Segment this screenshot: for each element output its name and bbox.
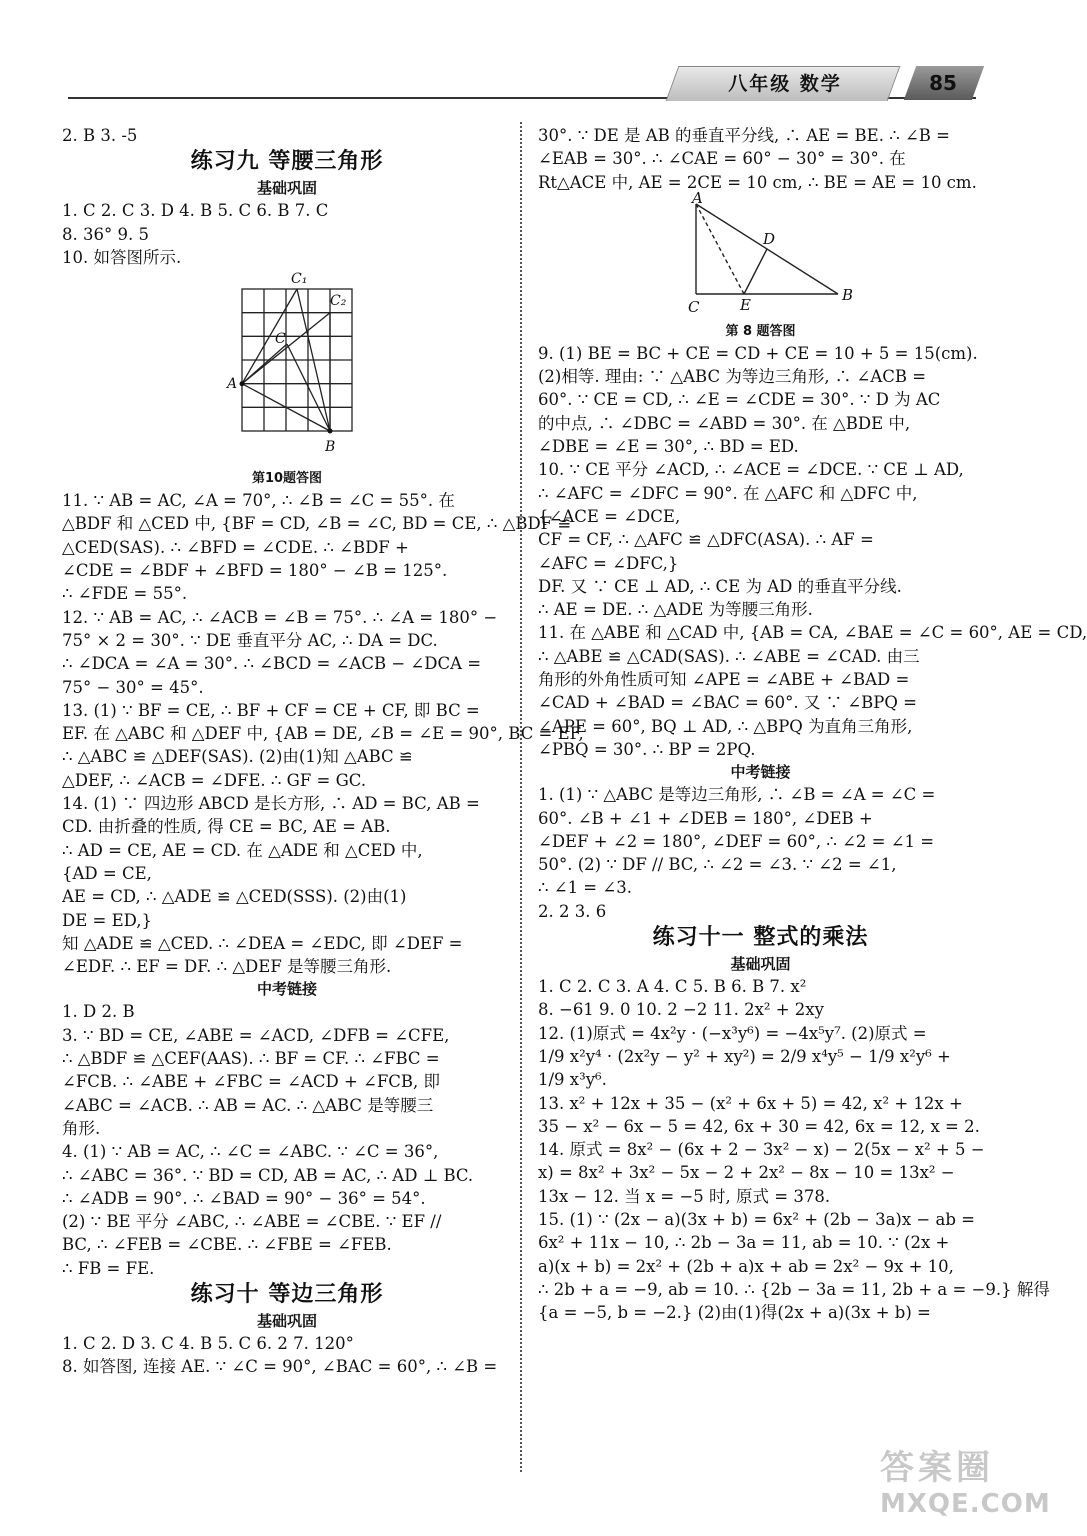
text-line: 11. 在 △ABE 和 △CAD 中, {AB = CA, ∠BAE = ∠C = 60°, AE = CD, [538,623,1087,643]
watermark-line1: 答案圈 [880,1448,994,1488]
text-line: 15. (1) ∵ (2x − a)(3x + b) = 6x² + (2b − 3a)x − ab = [538,1209,975,1229]
text-line: 60°. ∠B + ∠1 + ∠DEB = 180°, ∠DEB + [538,808,873,828]
text-line: Rt△ACE 中, AE = 2CE = 10 cm, ∴ BE = AE = 10 cm. [538,172,977,192]
label-b8: B [841,285,853,304]
text-line: 1. C 2. D 3. C 4. B 5. C 6. 2 7. 120° [62,1333,354,1353]
section-sub-zk: 中考链接 [730,763,791,782]
text-line: 13. (1) ∵ BF = CE, ∴ BF + CF = CE + CF, 即 BC = [62,700,480,720]
text-line: 14. (1) ∵ 四边形 ABCD 是长方形, ∴ AD = BC, AB = [62,794,480,814]
label-a: A [227,376,238,393]
text-line: AE = CD, ∴ △ADE ≌ △CED(SSS). (2)由(1) [62,887,407,907]
right-lines-b [538,342,1087,761]
text-line: ∠EDF. ∴ EF = DF. ∴ △DEF 是等腰三角形. [62,957,392,977]
section-sub-9: 基础巩固 [256,179,317,198]
section-sub-10: 基础巩固 [256,1311,317,1330]
text-line: 75° − 30° = 45°. [62,677,204,697]
section-sub-11: 基础巩固 [730,955,791,974]
watermark-line2: MXQE.COM [880,1489,1051,1519]
right-lines-c [538,783,983,923]
label-e8: E [739,295,751,314]
left-lines-a [62,124,512,147]
text-line: (2)相等. 理由: ∵ △ABC 为等边三角形, ∴ ∠ACB = [538,367,927,387]
left-lines-e [62,1332,512,1379]
header-grade-subject: 八年级 数学 [728,73,842,95]
text-line: ∠DEF + ∠2 = 180°, ∠DEF = 60°, ∴ ∠2 = ∠1 = [538,831,935,851]
label-c: C [275,331,286,348]
text-line: ∴ ∠AFC = ∠DFC = 90°. 在 △AFC 和 △DFC 中, [538,483,918,503]
text-line: 2. B 3. -5 [62,126,138,145]
label-a8: A [691,188,703,207]
text-line: 10. 如答图所示. [62,247,182,267]
section-title-11: 练习十一 整式的乘法 [652,925,869,951]
label-c8: C [687,297,699,316]
label-b: B [325,439,336,456]
text-line: ∴ △ABC ≌ △DEF(SAS). (2)由(1)知 △ABC ≌ [62,747,413,767]
text-line: 3. ∵ BD = CE, ∠ABE = ∠ACD, ∠DFB = ∠CFE, [62,1025,450,1045]
text-line: CF = CF, ∴ △AFC ≌ △DFC(ASA). ∴ AF = [538,530,874,550]
label-c2: C₂ [330,293,347,310]
text-line: 35 − x² − 6x − 5 = 42, 6x + 30 = 42, 6x = 12, x = 2. [538,1116,980,1136]
text-line: ∠ABC = ∠ACB. ∴ AB = AC. ∴ △ABC 是等腰三 [62,1095,434,1115]
text-line: 75° × 2 = 30°. ∵ DE 垂直平分 AC, ∴ DA = DC. [62,630,438,650]
text-line: ∴ ∠ABC = 36°. ∵ BD = CD, AB = AC, ∴ AD ⊥ BC. [62,1165,474,1185]
text-line: △BDF 和 △CED 中, {BF = CD, ∠B = ∠C, BD = CE, ∴ △BDF ≌ [62,514,572,534]
text-line: DF. 又 ∵ CE ⊥ AD, ∴ CE 为 AD 的垂直平分线. [538,576,902,596]
text-line: 13. x² + 12x + 35 − (x² + 6x + 5) = 42, x² + 12x + [538,1093,963,1113]
text-line: ∠APE = 60°, BQ ⊥ AD, ∴ △BPQ 为直角三角形, [538,716,913,736]
text-line: 10. ∵ CE 平分 ∠ACD, ∴ ∠ACE = ∠DCE. ∵ CE ⊥ AD, [538,460,964,480]
page-number: 85 [929,71,957,95]
text-line: 6x² + 11x − 10, ∴ 2b − 3a = 11, ab = 10. ∵ (2x + [538,1233,950,1253]
text-line: ∴ △BDF ≌ △CEF(AAS). ∴ BF = CF. ∴ ∠FBC = [62,1049,440,1069]
text-line: ∴ AD = CE, AE = CD. 在 △ADE 和 △CED 中, [62,840,423,860]
text-line: 60°. ∵ CE = CD, ∴ ∠E = ∠CDE = 30°. ∵ D 为 AC [538,390,941,410]
text-line: △CED(SAS). ∴ ∠BFD = ∠CDE. ∴ ∠BDF + [62,537,409,557]
text-line: ∠EAB = 30°. ∴ ∠CAE = 60° − 30° = 30°. 在 [538,149,906,169]
text-line: 8. −61 9. 0 10. 2 −2 11. 2x² + 2xy [538,1000,824,1020]
watermark [880,1440,1051,1519]
text-line: ∠DBE = ∠E = 30°, ∴ BD = ED. [538,437,799,457]
text-line: ∴ ∠1 = ∠3. [538,878,632,898]
text-line: 13x − 12. 当 x = −5 时, 原式 = 378. [538,1186,831,1206]
section-title-10: 练习十 等边三角形 [190,1281,384,1307]
text-line: △DEF, ∴ ∠ACB = ∠DFE. ∴ GF = GC. [62,770,367,790]
text-line: 11. ∵ AB = AC, ∠A = 70°, ∴ ∠B = ∠C = 55°. 在 [62,491,455,511]
text-line: 1. D 2. B [62,1002,135,1022]
text-line: 角形的外角性质可知 ∠APE = ∠ABE + ∠BAD = [538,670,910,690]
text-line: 30°. ∵ DE 是 AB 的垂直平分线, ∴ AE = BE. ∴ ∠B = [538,126,950,145]
text-line: ∠PBQ = 30°. ∴ BP = 2PQ. [538,739,756,759]
text-line: ∴ AE = DE. ∴ △ADE 为等腰三角形. [538,600,813,620]
text-line: 1. (1) ∵ △ABC 是等边三角形, ∴ ∠B = ∠A = ∠C = [538,785,936,805]
text-line: DE = ED,} [62,910,153,930]
text-line: ∴ △ABE ≌ △CAD(SAS). ∴ ∠ABE = ∠CAD. 由三 [538,646,920,666]
figure-10-caption: 第10题答图 [251,471,323,487]
text-line: 14. 原式 = 8x² − (6x + 2 − 3x² − x) − 2(5x − x² + 5 − [538,1140,985,1160]
label-c1: C₁ [291,271,308,288]
text-line: 1. C 2. C 3. A 4. C 5. B 6. B 7. x² [538,977,807,997]
text-line: BC, ∴ ∠FEB = ∠CBE. ∴ ∠FBE = ∠FEB. [62,1235,392,1255]
text-line: 9. (1) BE = BC + CE = CD + CE = 10 + 5 = 15(cm). [538,343,978,363]
text-line: a)(x + b) = 2x² + (2b + a)x + ab = 2x² − 9x + 10, [538,1256,954,1276]
text-line: ∠FCB. ∴ ∠ABE + ∠FBC = ∠ACD + ∠FCB, 即 [62,1072,441,1092]
label-d8: D [762,229,775,248]
figure-8-caption: 第 8 题答图 [725,323,796,339]
text-line: 50°. (2) ∵ DF // BC, ∴ ∠2 = ∠3. ∵ ∠2 = ∠1, [538,855,897,875]
text-line: {∠ACE = ∠DCE, [538,506,681,526]
text-line: (2) ∵ BE 平分 ∠ABC, ∴ ∠ABE = ∠CBE. ∵ EF // [62,1212,442,1232]
right-lines-a [538,124,983,194]
text-line: ∴ ∠ADB = 90°. ∴ ∠BAD = 90° − 36° = 54°. [62,1188,426,1208]
text-line: 12. ∵ AB = AC, ∴ ∠ACB = ∠B = 75°. ∴ ∠A = 180° − [62,607,498,627]
text-line: 1/9 x³y⁶. [538,1070,607,1090]
figure-10-grid [197,269,377,469]
section-title-9: 练习九 等腰三角形 [190,149,384,175]
text-line: 的中点, ∴ ∠DBC = ∠ABD = 30°. 在 △BDE 中, [538,413,911,433]
text-line: 1. C 2. C 3. D 4. B 5. C 6. B 7. C [62,201,329,221]
text-line: x) = 8x² + 3x² − 5x − 2 + 2x² − 8x − 10 = 13x² − [538,1163,955,1183]
section-sub-9b: 中考链接 [256,980,317,999]
figure-8-triangle [666,188,856,322]
right-lines-d [538,975,1050,1324]
text-line: 12. (1)原式 = 4x²y · (−x³y⁶) = −4x⁵y⁷. (2)原式 = [538,1023,927,1043]
text-line: 2. 2 3. 6 [538,901,607,921]
column-divider [520,122,522,1472]
left-lines-b [62,199,512,269]
text-line: 4. (1) ∵ AB = AC, ∴ ∠C = ∠ABC. ∵ ∠C = 36°, [62,1142,439,1162]
text-line: ∴ ∠FDE = 55°. [62,584,188,604]
text-line: ∴ ∠DCA = ∠A = 30°. ∴ ∠BCD = ∠ACB − ∠DCA = [62,654,482,674]
text-line: {AD = CE, [62,863,152,883]
text-line: 8. 36° 9. 5 [62,224,149,244]
text-line: EF. 在 △ABC 和 △DEF 中, {AB = DE, ∠B = ∠E = 90°, BC = EF, [62,724,584,744]
text-line: ∴ FB = FE. [62,1258,155,1278]
text-line: CD. 由折叠的性质, 得 CE = BC, AE = AB. [62,817,391,837]
point-a [240,381,245,386]
point-b [328,429,333,434]
text-line: ∠AFC = ∠DFC,} [538,553,679,573]
right-column [538,124,1087,1324]
text-line: ∠CAD + ∠BAD = ∠BAC = 60°. 又 ∵ ∠BPQ = [538,693,918,713]
text-line: 角形. [62,1118,101,1138]
text-line: {a = −5, b = −2.} (2)由(1)得(2x + a)(3x + b) = [538,1303,931,1323]
text-line: ∴ 2b + a = −9, ab = 10. ∴ {2b − 3a = 11, 2b + a = −9.} 解得 [538,1279,1050,1299]
left-lines-d [62,1000,512,1280]
text-line: ∠CDE = ∠BDF + ∠BFD = 180° − ∠B = 125°. [62,561,448,581]
text-line: 1/9 x²y⁴ · (2x²y − y² + xy²) = 2/9 x⁴y⁵ − 1/9 x²y⁶ + [538,1046,951,1066]
text-line: 知 △ADE ≌ △CED. ∴ ∠DEA = ∠EDC, 即 ∠DEF = [62,933,463,953]
text-line: 8. 如答图, 连接 AE. ∵ ∠C = 90°, ∠BAC = 60°, ∴ ∠B = [62,1357,498,1377]
